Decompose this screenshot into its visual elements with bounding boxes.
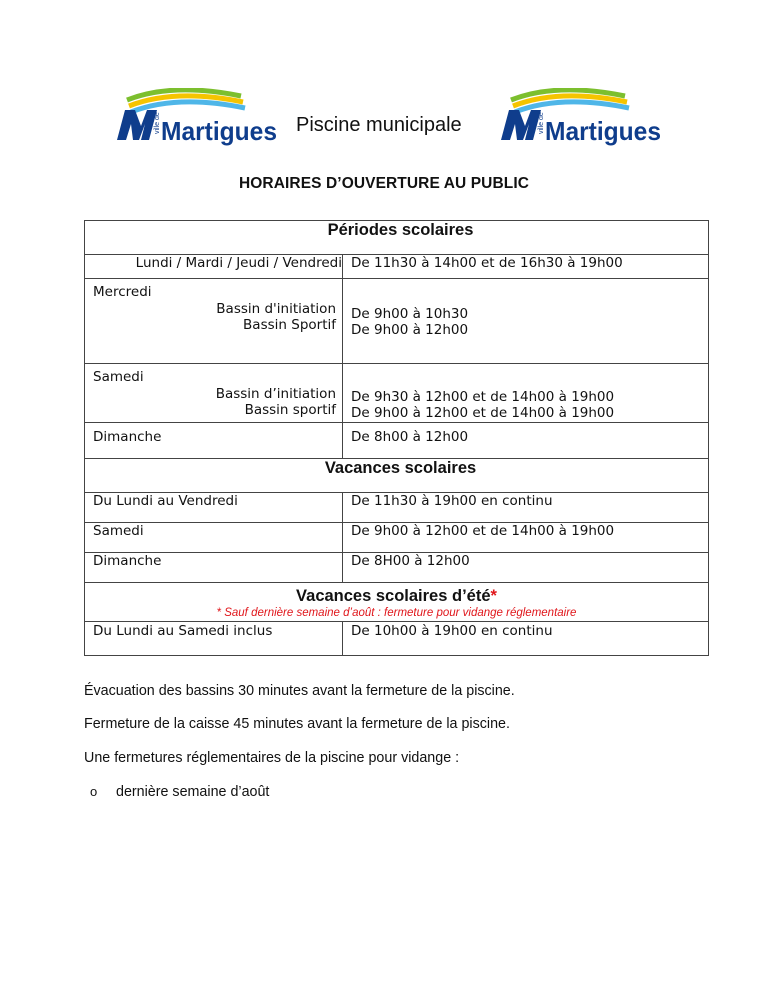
day-label: Dimanche bbox=[85, 423, 343, 459]
table-row bbox=[85, 423, 709, 459]
page-title: HORAIRES D’OUVERTURE AU PUBLIC bbox=[238, 175, 530, 192]
list-item-text: dernière semaine d’août bbox=[116, 784, 270, 800]
day-cell bbox=[85, 279, 343, 364]
day-cell bbox=[85, 364, 343, 423]
table-row bbox=[85, 493, 709, 523]
list-item bbox=[90, 784, 269, 800]
hours-value: De 11h30 à 14h00 et de 16h30 à 19h00 bbox=[343, 255, 709, 279]
info-paragraph: Évacuation des bassins 30 minutes avant la fermeture de la piscine. bbox=[84, 683, 515, 699]
martigues-logo bbox=[113, 88, 279, 148]
hours-value: De 9h00 à 12h00 et de 14h00 à 19h00 bbox=[343, 523, 709, 553]
hours-value: De 9h00 à 12h00 et de 14h00 à 19h00 bbox=[351, 405, 615, 421]
hours-value: De 8h00 à 12h00 bbox=[343, 423, 709, 459]
ete-footnote: * Sauf dernière semaine d’août : fermeture pour vidange réglementaire bbox=[216, 607, 577, 619]
hours-value: De 9h30 à 12h00 et de 14h00 à 19h00 bbox=[351, 389, 615, 405]
day-label: Du Lundi au Vendredi bbox=[85, 493, 343, 523]
section-ete-cell bbox=[85, 583, 709, 622]
info-paragraph: Fermeture de la caisse 45 minutes avant la fermeture de la piscine. bbox=[84, 716, 510, 732]
martigues-logo bbox=[497, 88, 663, 148]
hours-cell bbox=[343, 364, 709, 423]
header-title: Piscine municipale bbox=[296, 114, 462, 136]
logo-small-text: ville de bbox=[538, 112, 545, 134]
day-label: Lundi / Mardi / Jeudi / Vendredi bbox=[85, 255, 343, 279]
hours-value: De 9h00 à 12h00 bbox=[351, 322, 469, 338]
logo-small-text: ville de bbox=[154, 112, 161, 134]
pool-label: Bassin sportif bbox=[244, 402, 336, 418]
hours-value: De 10h00 à 19h00 en continu bbox=[343, 622, 709, 656]
hours-value: De 11h30 à 19h00 en continu bbox=[343, 493, 709, 523]
logo-big-text: Martigues bbox=[161, 116, 277, 146]
table-row bbox=[85, 255, 709, 279]
section-header-row bbox=[85, 221, 709, 255]
table-row bbox=[85, 523, 709, 553]
hours-value: De 9h00 à 10h30 bbox=[351, 306, 469, 322]
hours-value: De 8H00 à 12h00 bbox=[343, 553, 709, 583]
logo-big-text: Martigues bbox=[545, 116, 661, 146]
bullet-icon: o bbox=[90, 784, 98, 799]
section-title-ete: Vacances scolaires d’été bbox=[296, 587, 491, 605]
pool-label: Bassin d'initiation bbox=[216, 301, 336, 317]
day-label: Samedi bbox=[93, 369, 144, 385]
table-row bbox=[85, 622, 709, 656]
day-label: Mercredi bbox=[93, 284, 152, 300]
asterisk-mark: * bbox=[490, 587, 497, 605]
table-row bbox=[85, 279, 709, 364]
section-header-row bbox=[85, 459, 709, 493]
section-title-vacances: Vacances scolaires bbox=[85, 459, 709, 493]
table-row bbox=[85, 553, 709, 583]
table-row bbox=[85, 364, 709, 423]
section-header-row bbox=[85, 583, 709, 622]
info-paragraph: Une fermetures réglementaires de la piscine pour vidange : bbox=[84, 750, 460, 766]
page-header bbox=[0, 88, 768, 148]
section-title-scolaires: Périodes scolaires bbox=[85, 221, 709, 255]
schedule-table bbox=[84, 220, 709, 656]
day-label: Samedi bbox=[85, 523, 343, 553]
day-label: Du Lundi au Samedi inclus bbox=[85, 622, 343, 656]
day-label: Dimanche bbox=[85, 553, 343, 583]
hours-cell bbox=[343, 279, 709, 364]
pool-label: Bassin Sportif bbox=[243, 317, 336, 333]
pool-label: Bassin d’initiation bbox=[215, 386, 336, 402]
